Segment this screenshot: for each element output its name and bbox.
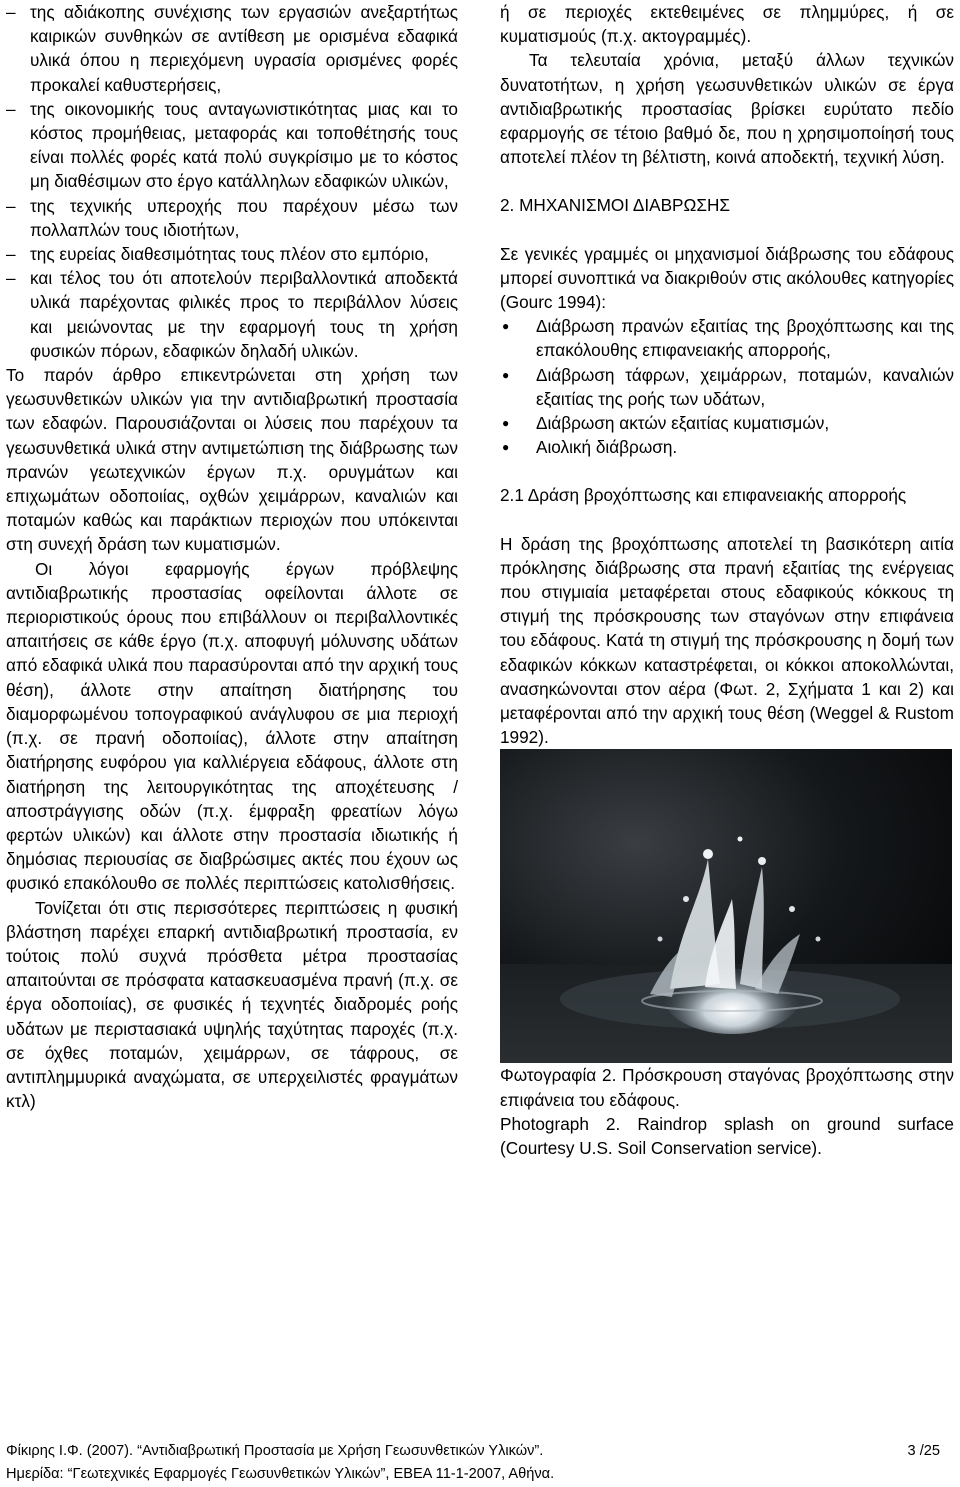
left-column (6, 0, 458, 1113)
body-paragraph: Το παρόν άρθρο επικεντρώνεται στη χρήση των γεωσυνθετικών υλικών για την αντιδιαβρωτική προστασία των εδαφών. Παρουσιάζονται οι λύσεις που παρέχουν τα γεωσυνθετικά υλικά στην αντιμετώπιση της διάβρωσης των πρανών γεωτεχνικών έργων π.χ. ορυγμάτων και επιχωμάτων οδοποιίας, οχθών χειμάρρων, καναλιών και ποταμών καθώς και παράκτιων περιοχών που υπόκεινται στη συνεχή δράση των κυματισμών. (6, 365, 458, 555)
body-paragraph: Η δράση της βροχόπτωσης αποτελεί τη βασικότερη αιτία πρόκλησης διάβρωσης στα πρανή εξαιτίας της ενέργειας που στιγμιαία μεταφέρεται στους εδαφικούς κόκκους τη στιγμή της πρόσκρουσης των σταγόνων στην επιφάνεια του εδάφους. Κατά τη στιγμή της πρόσκρουσης η δομή των εδαφικών κόκκων καταστρέφεται, οι κόκκοι αποκολλώνται, ανασηκώνονται στον αέρα (Φωτ. 2, Σχήματα 1 και 2) και μεταφέρονται από την αρχική τους θέση (Weggel & Rustom 1992). (500, 533, 954, 748)
bullet-item: ● Διάβρωση ακτών εξαιτίας κυματισμών, (500, 411, 954, 435)
subsection-heading: 2.1 Δράση βροχόπτωσης και επιφανειακής απορροής (500, 485, 907, 506)
section-heading: 2. ΜΗΧΑΝΙΣΜΟΙ ΔΙΑΒΡΩΣΗΣ (500, 195, 731, 216)
section-intro: Σε γενικές γραμμές οι μηχανισμοί διάβρωσης του εδάφους μπορεί συνοπτικά να διακριθούν στις ακόλουθες κατηγορίες (Gourc 1994): (500, 243, 954, 313)
body-paragraph: Τονίζεται ότι στις περισσότερες περιπτώσεις η φυσική βλάστηση παρέχει επαρκή αντιδιαβρωτική προστασία, εν τούτοις πολύ συχνά πρόσθετα μέτρα προστασίας απαιτούνται σε πρόσφατα κατασκευασμένα πρανή (π.χ. σε έργα οδοποιίας), σε φυσικές ή τεχνητές διαδρομές ροής υδάτων με περιστασιακά υψηλής ταχύτητας παροχές (π.χ. σε όχθες ποταμών, χειμάρρων, σε τάφρους, σε αντιπλημμυρικά αναχώματα, σε υπερχειλιστές φραγμάτων κτλ) (6, 897, 458, 1112)
continuation-text: ή σε περιοχές εκτεθειμένες σε πλημμύρες, ή σε κυματισμούς (π.χ. ακτογραμμές). (500, 2, 954, 47)
dash-item: – της οικονομικής τους ανταγωνιστικότητας μιας και το κόστος προμήθειας, μεταφοράς και τοποθέτησής τους είναι πολλές φορές κατά πολύ συγκρίσιμο με το κόστος μη διαθέσιμων στο έργο κατάλληλων εδαφικών υλικών, (6, 97, 458, 194)
dash-item: – της αδιάκοπης συνέχισης των εργασιών ανεξαρτήτως καιρικών συνθηκών σε αντίθεση με ορισμένα εδαφικά υλικά όπου η περιεχόμενη υγρασία ορισμένες φορές προκαλεί καθυστερήσεις, (6, 0, 458, 97)
page-number: 3 /25 (907, 1443, 940, 1459)
footer-event (6, 1464, 954, 1484)
bullet-item: ● Διάβρωση πρανών εξαιτίας της βροχόπτωσης και της επακόλουθης επιφανειακής απορροής, (500, 314, 954, 362)
citation-title: “Αντιδιαβρωτική Προστασία με Χρήση Γεωσυνθετικών Υλικών”. (137, 1443, 544, 1459)
photo-caption-english: Photograph 2. Raindrop splash on ground surface (Courtesy U.S. Soil Conservation service). (500, 1113, 954, 1159)
raindrop-splash-photo (500, 749, 952, 1063)
right-column (500, 0, 954, 1160)
dash-item: – και τέλος του ότι αποτελούν περιβαλλοντικά αποδεκτά υλικά παρέχοντας φιλικές προς το περιβάλλον λύσεις και μειώνοντας με την εφαρμογή τους τη χρήση φυσικών πόρων, εδαφικών δηλαδή υλικών. (6, 266, 458, 363)
citation-prefix: Φίκιρης Ι.Φ. (2007). (6, 1443, 138, 1459)
bullet-item: ● Διάβρωση τάφρων, χειμάρρων, ποταμών, καναλιών εξαιτίας της ροής των υδάτων, (500, 363, 954, 411)
footer-citation (6, 1441, 954, 1461)
dash-item: – της ευρείας διαθεσιμότητας τους πλέον στο εμπόριο, (6, 242, 458, 266)
body-paragraph: Οι λόγοι εφαρμογής έργων πρόβλεψης αντιδιαβρωτικής προστασίας οφείλονται άλλοτε σε περιοριστικούς όρους που επιβάλλουν οι περιβαλλοντικές απαιτήσεις σε κάθε έργο (π.χ. αποφυγή μόλυνσης υδάτων από εδαφικά υλικά που παρασύρονται από την αρχική τους θέση), άλλοτε στην απαίτηση διατήρησης του διαμορφωμένου τοπογραφικού ανάγλυφου σε μια περιοχή (π.χ. σε πρανή οδοποιίας), άλλοτε στην απαίτηση διατήρησης ευφόρου για καλλιέργεια εδάφους, άλλοτε στη διατήρηση της λειτουργικότητας της αποχέτευσης / αποστράγγισης οδών (π.χ. έμφραξη φρεατίων λόγω φερτών υλικών) και άλλοτε στην προστασία ιδιωτικής ή δημόσιας περιουσίας σε διαβρώσιμες ακτές που έχουν ως φυσικό επακόλουθο σε πολλές περιπτώσεις κατολισθήσεις. (6, 558, 458, 894)
photo-caption-greek: Φωτογραφία 2. Πρόσκρουση σταγόνας βροχόπτωσης στην επιφάνεια του εδάφους. (500, 1065, 954, 1110)
bullet-item: ● Αιολική διάβρωση. (500, 435, 954, 459)
body-paragraph: Τα τελευταία χρόνια, μεταξύ άλλων τεχνικών δυνατοτήτων, η χρήση γεωσυνθετικών υλικών σε έργα αντιδιαβρωτικής προστασίας βρίσκει ευρύτατο πεδίο εφαρμογής σε τέτοιο βαθμό δε, που η χρησιμοποίησή τους αποτελεί πλέον τη βέλτιστη, κοινά αποδεκτή, τεχνική λύση. (500, 50, 954, 168)
event-line: Ημερίδα: “Γεωτεχνικές Εφαρμογές Γεωσυνθετικών Υλικών”, ΕΒΕΑ 11-1-2007, Αθήνα. (6, 1466, 555, 1482)
dash-item: – της τεχνικής υπεροχής που παρέχουν μέσω των πολλαπλών τους ιδιοτήτων, (6, 194, 458, 242)
bullet-list (500, 314, 954, 459)
